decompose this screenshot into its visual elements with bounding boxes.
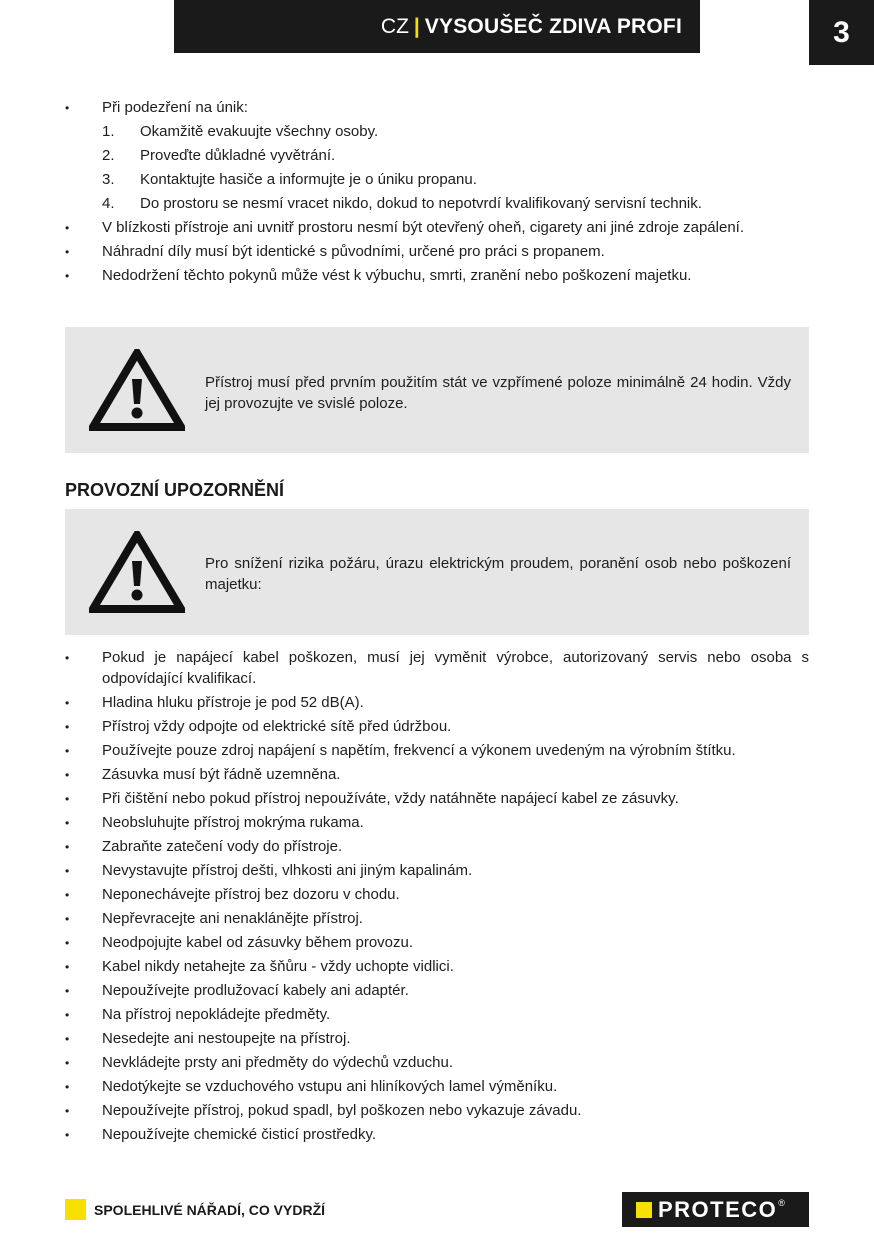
registered-mark: ® xyxy=(778,1198,785,1208)
step-item xyxy=(102,170,809,191)
list-item: • Nepřevracejte ani nenaklánějte přístroj. xyxy=(64,909,809,930)
list-item: • Kabel nikdy netahejte za šňůru - vždy uchopte vidlici. xyxy=(64,957,809,978)
warning-box-safety xyxy=(65,509,809,635)
leak-instructions xyxy=(64,98,809,290)
footer-accent-square xyxy=(65,1199,86,1220)
list-item: • Nevystavujte přístroj dešti, vlhkosti ani jiným kapalinám. xyxy=(64,861,809,882)
list-item: • Náhradní díly musí být identické s původními, určené pro práci s propanem. xyxy=(64,242,809,263)
warning-text: Přístroj musí před prvním použitím stát ve vzpřímené poloze minimálně 24 hodin. Vždy jej provozujte ve svislé poloze. xyxy=(205,374,791,412)
step-number: 2. xyxy=(102,146,115,164)
step-item xyxy=(102,122,809,143)
step-text: Do prostoru se nesmí vracet nikdo, dokud to nepotvrdí kvalifikovaný servisní technik. xyxy=(140,194,702,212)
list-item: • Na přístroj nepokládejte předměty. xyxy=(64,1005,809,1026)
brand-name: PROTECO xyxy=(658,1196,778,1222)
list-item: • Neodpojujte kabel od zásuvky během provozu. xyxy=(64,933,809,954)
step-text: Proveďte důkladné vyvětrání. xyxy=(140,146,336,164)
warning-triangle-icon xyxy=(89,349,185,431)
step-item xyxy=(102,146,809,167)
step-item xyxy=(102,194,809,215)
evacuation-steps xyxy=(102,122,809,215)
list-item: • Nedodržení těchto pokynů může vést k výbuchu, smrti, zranění nebo poškození majetku. xyxy=(64,266,809,287)
list-item: • Používejte pouze zdroj napájení s napětím, frekvencí a výkonem uvedeným na výrobním štítku. xyxy=(64,741,809,762)
operation-warnings xyxy=(64,648,809,1149)
page-number: 3 xyxy=(809,0,874,65)
step-text: Okamžitě evakuujte všechny osoby. xyxy=(140,122,379,140)
list-item: • Nesedejte ani nestoupejte na přístroj. xyxy=(64,1029,809,1050)
list-item: • Nepoužívejte prodlužovací kabely ani adaptér. xyxy=(64,981,809,1002)
language-code: CZ xyxy=(380,14,409,38)
step-number: 4. xyxy=(102,194,115,212)
logo-square-icon xyxy=(636,1202,652,1218)
list-item: • Zabraňte zatečení vody do přístroje. xyxy=(64,837,809,858)
list-item: • Nevkládejte prsty ani předměty do výdechů vzduchu. xyxy=(64,1053,809,1074)
step-number: 3. xyxy=(102,170,115,188)
step-text: Kontaktujte hasiče a informujte je o úniku propanu. xyxy=(140,170,477,188)
list-item: • Zásuvka musí být řádně uzemněna. xyxy=(64,765,809,786)
warning-text: Pro snížení rizika požáru, úrazu elektrickým proudem, poranění osob nebo poškození majetku: xyxy=(205,555,791,593)
product-title: VYSOUŠEČ ZDIVA PROFI xyxy=(424,14,682,38)
footer-slogan: SPOLEHLIVÉ NÁŘADÍ, CO VYDRŽÍ xyxy=(94,1202,326,1218)
list-item: • Nepoužívejte přístroj, pokud spadl, byl poškozen nebo vykazuje závadu. xyxy=(64,1101,809,1122)
warning-box-upright xyxy=(65,327,809,453)
list-item: • Hladina hluku přístroje je pod 52 dB(A). xyxy=(64,693,809,714)
list-item: • V blízkosti přístroje ani uvnitř prostoru nesmí být otevřený oheň, cigarety ani jiné zdroje zapálení. xyxy=(64,218,809,239)
list-item: • Nepoužívejte chemické čisticí prostředky. xyxy=(64,1125,809,1146)
section-title: PROVOZNÍ UPOZORNĚNÍ xyxy=(65,480,285,500)
list-item: • Při čištění nebo pokud přístroj nepoužíváte, vždy natáhněte napájecí kabel ze zásuvky. xyxy=(64,789,809,810)
warning-triangle-icon xyxy=(89,531,185,613)
list-item xyxy=(64,98,809,214)
header-separator: | xyxy=(413,14,420,38)
step-number: 1. xyxy=(102,122,115,140)
list-item: • Nedotýkejte se vzduchového vstupu ani hliníkových lamel výměníku. xyxy=(64,1077,809,1098)
list-item: • Neponechávejte přístroj bez dozoru v chodu. xyxy=(64,885,809,906)
list-item: • Neobsluhujte přístroj mokrýma rukama. xyxy=(64,813,809,834)
list-item: • Pokud je napájecí kabel poškozen, musí jej vyměnit výrobce, autorizovaný servis nebo osoba s odpovídající kvalifikací. xyxy=(64,648,809,689)
brand-logo xyxy=(622,1192,809,1227)
list-item: • Přístroj vždy odpojte od elektrické sítě před údržbou. xyxy=(64,717,809,738)
leak-suspicion-text: Při podezření na únik: xyxy=(102,99,248,116)
page-header xyxy=(174,0,700,53)
